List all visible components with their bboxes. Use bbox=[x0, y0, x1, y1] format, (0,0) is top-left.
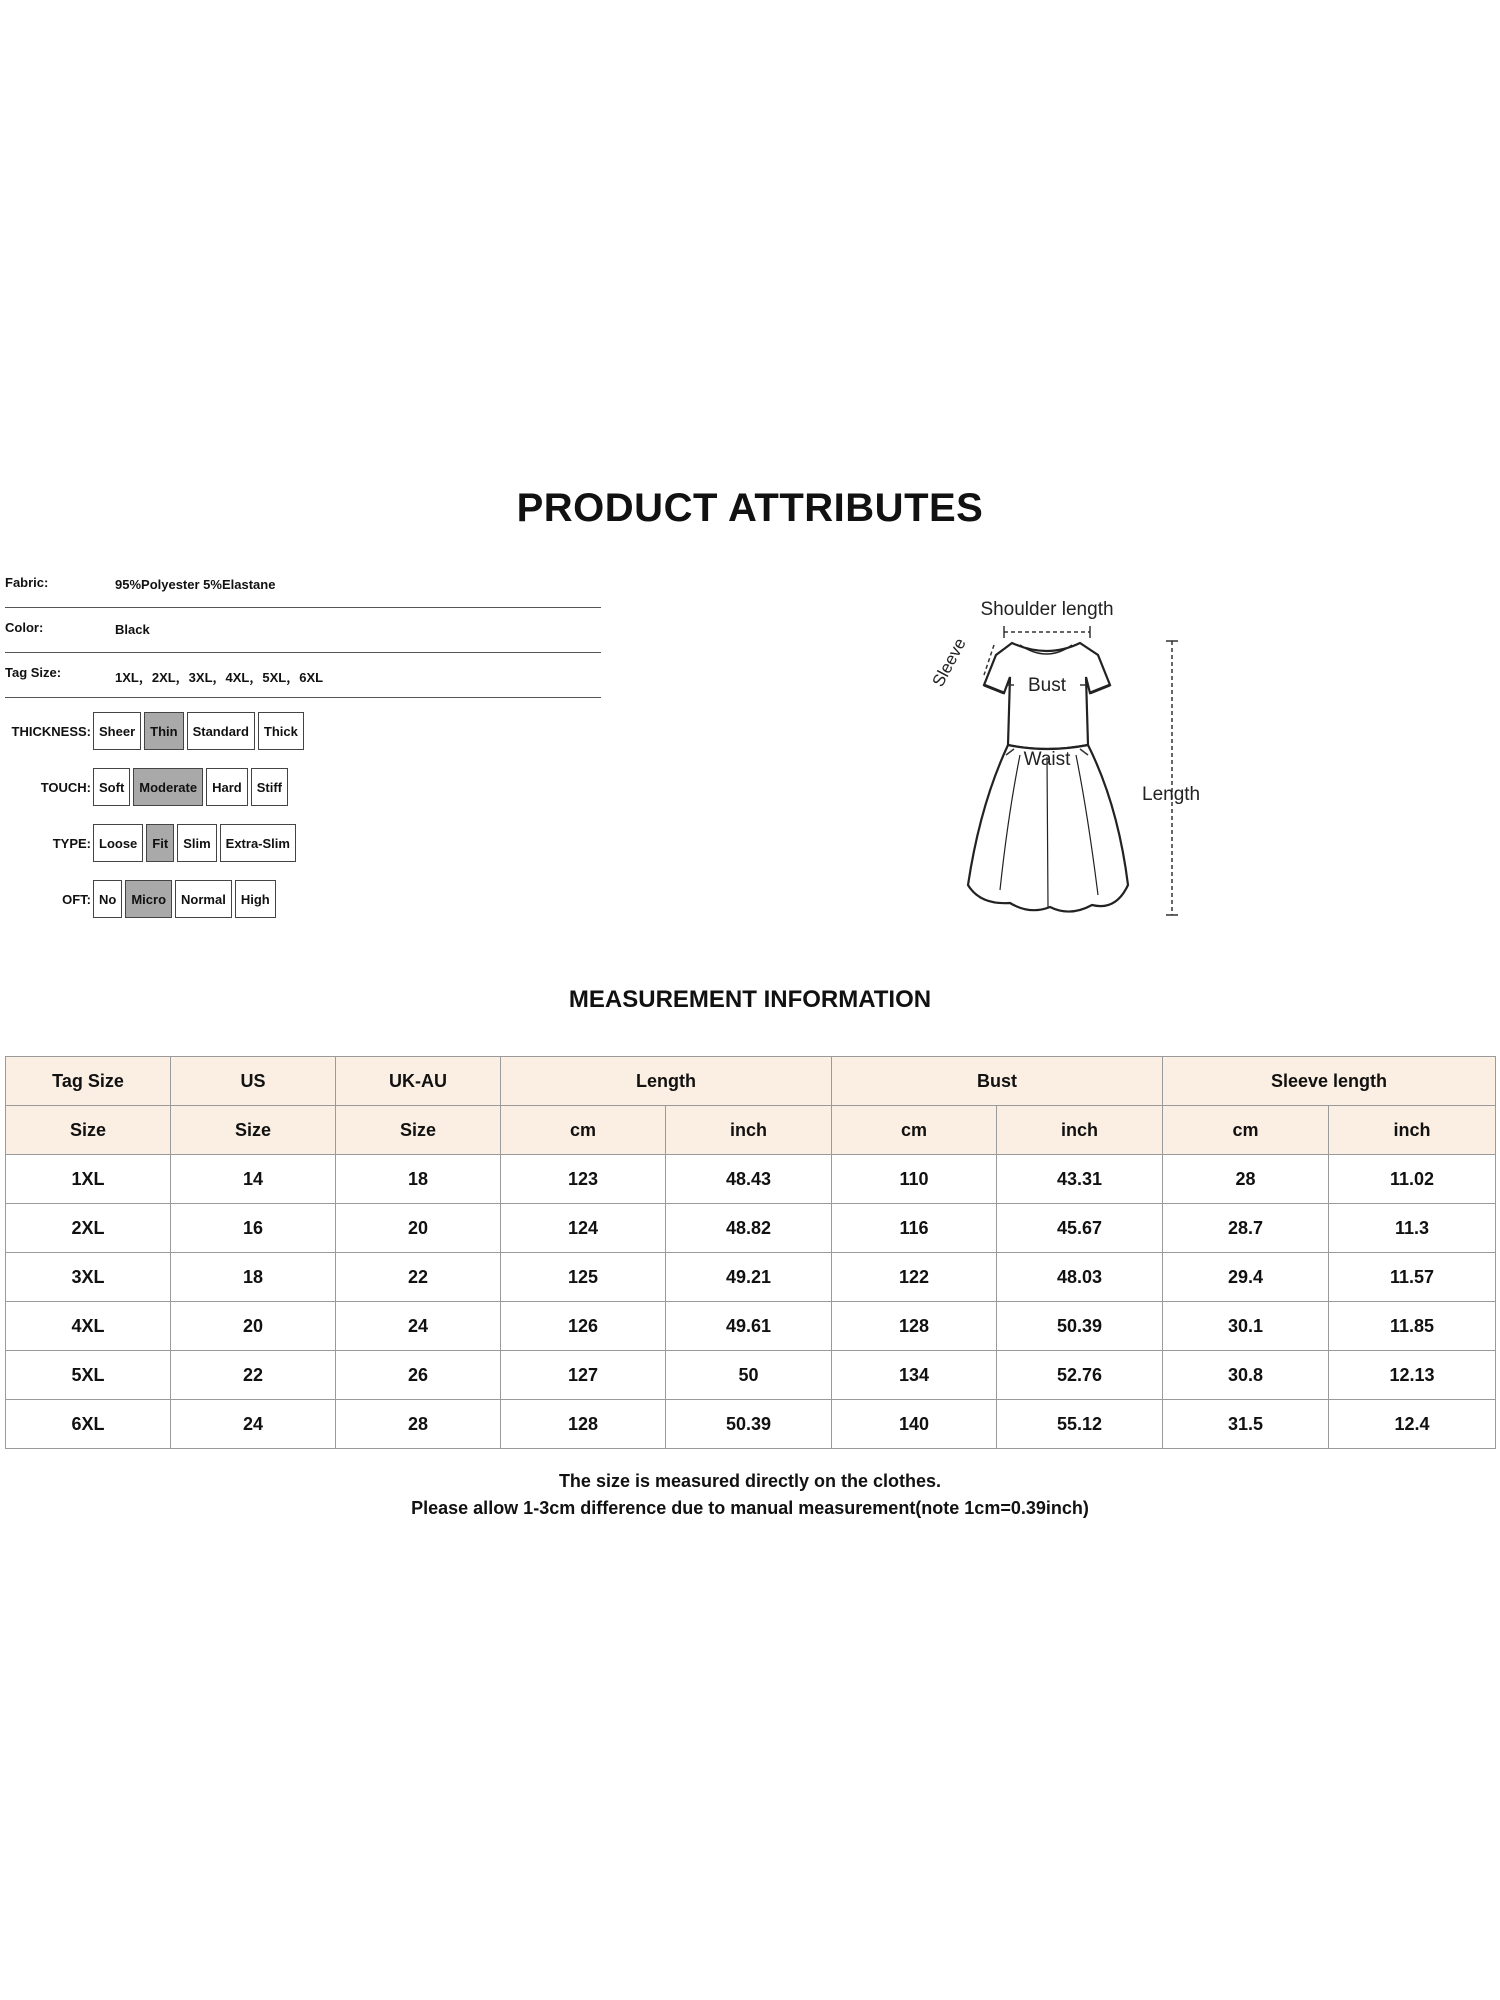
table-cell: 127 bbox=[501, 1351, 666, 1400]
table-cell: 50.39 bbox=[997, 1302, 1163, 1351]
table-row bbox=[6, 1351, 1496, 1400]
measurement-notes bbox=[0, 1468, 1500, 1522]
dress-diagram bbox=[920, 585, 1260, 925]
table-row bbox=[6, 1400, 1496, 1449]
note-line: The size is measured directly on the clothes. bbox=[558, 1471, 942, 1491]
table-subheader-row bbox=[6, 1106, 1496, 1155]
table-cell: 20 bbox=[171, 1302, 336, 1351]
table-cell: 22 bbox=[336, 1253, 501, 1302]
table-cell: 140 bbox=[832, 1400, 997, 1449]
scale-option-selected: Micro bbox=[125, 880, 172, 918]
table-cell: 48.03 bbox=[997, 1253, 1163, 1302]
table-header-cell: inch bbox=[1329, 1106, 1496, 1155]
table-cell: 28.7 bbox=[1163, 1204, 1329, 1253]
table-cell: 125 bbox=[501, 1253, 666, 1302]
table-row bbox=[6, 1204, 1496, 1253]
length-label: Length bbox=[1142, 784, 1201, 805]
table-header-cell: cm bbox=[832, 1106, 997, 1155]
scale-option-selected: Moderate bbox=[133, 768, 203, 806]
table-cell: 4XL bbox=[6, 1302, 171, 1351]
table-cell: 55.12 bbox=[997, 1400, 1163, 1449]
scale-option: Thick bbox=[258, 712, 304, 750]
table-cell: 128 bbox=[501, 1400, 666, 1449]
table-header-cell: inch bbox=[666, 1106, 832, 1155]
scale-option: Loose bbox=[93, 824, 143, 862]
scale-option: Hard bbox=[206, 768, 248, 806]
attribute-value: 1XL，2XL，3XL，4XL，5XL，6XL bbox=[115, 670, 324, 685]
table-header-cell: Size bbox=[336, 1106, 501, 1155]
scale-option-selected: Fit bbox=[146, 824, 174, 862]
table-cell: 6XL bbox=[6, 1400, 171, 1449]
attribute-row-tag-size bbox=[5, 653, 601, 698]
scale-option: Standard bbox=[187, 712, 255, 750]
table-cell: 11.85 bbox=[1329, 1302, 1496, 1351]
scale-label: TYPE: bbox=[52, 835, 91, 851]
table-header-cell: US bbox=[171, 1057, 336, 1106]
note-line: Please allow 1-3cm difference due to manual measurement(note 1cm=0.39inch) bbox=[411, 1498, 1089, 1518]
table-header-row bbox=[6, 1057, 1496, 1106]
table-cell: 12.13 bbox=[1329, 1351, 1496, 1400]
table-cell: 126 bbox=[501, 1302, 666, 1351]
dress-outline-icon bbox=[920, 585, 1260, 925]
scale-label: THICKNESS: bbox=[11, 723, 91, 739]
attribute-label: Tag Size: bbox=[5, 665, 62, 680]
scale-option: No bbox=[93, 880, 122, 918]
table-cell: 20 bbox=[336, 1204, 501, 1253]
scale-option: Stiff bbox=[251, 768, 288, 806]
table-row bbox=[6, 1302, 1496, 1351]
table-cell: 18 bbox=[171, 1253, 336, 1302]
scale-option: Extra-Slim bbox=[220, 824, 296, 862]
table-cell: 49.61 bbox=[666, 1302, 832, 1351]
table-cell: 122 bbox=[832, 1253, 997, 1302]
attribute-label: Color: bbox=[5, 620, 44, 635]
table-row bbox=[6, 1253, 1496, 1302]
table-cell: 30.8 bbox=[1163, 1351, 1329, 1400]
table-cell: 11.57 bbox=[1329, 1253, 1496, 1302]
attribute-label: Fabric: bbox=[5, 575, 49, 590]
table-cell: 24 bbox=[171, 1400, 336, 1449]
table-cell: 30.1 bbox=[1163, 1302, 1329, 1351]
table-cell: 3XL bbox=[6, 1253, 171, 1302]
scale-thickness bbox=[5, 711, 307, 751]
table-cell: 116 bbox=[832, 1204, 997, 1253]
table-header-cell: Tag Size bbox=[6, 1057, 171, 1106]
waist-label: Waist bbox=[1023, 749, 1071, 770]
scale-option: Sheer bbox=[93, 712, 141, 750]
table-header-cell: inch bbox=[997, 1106, 1163, 1155]
attribute-value: Black bbox=[115, 622, 150, 637]
scale-type bbox=[5, 823, 299, 863]
scale-option: Soft bbox=[93, 768, 130, 806]
table-cell: 2XL bbox=[6, 1204, 171, 1253]
table-cell: 11.02 bbox=[1329, 1155, 1496, 1204]
table-cell: 123 bbox=[501, 1155, 666, 1204]
measurement-title: MEASUREMENT INFORMATION bbox=[568, 986, 932, 1013]
table-row bbox=[6, 1155, 1496, 1204]
scale-option-selected: Thin bbox=[144, 712, 183, 750]
table-cell: 22 bbox=[171, 1351, 336, 1400]
table-header-cell: Length bbox=[501, 1057, 832, 1106]
table-cell: 24 bbox=[336, 1302, 501, 1351]
table-cell: 16 bbox=[171, 1204, 336, 1253]
attribute-row-color bbox=[5, 608, 601, 653]
table-header-cell: Size bbox=[171, 1106, 336, 1155]
attribute-row-fabric bbox=[5, 563, 601, 608]
scale-touch bbox=[5, 767, 291, 807]
table-cell: 11.3 bbox=[1329, 1204, 1496, 1253]
table-cell: 49.21 bbox=[666, 1253, 832, 1302]
scale-label: TOUCH: bbox=[40, 779, 91, 795]
table-header-cell: cm bbox=[1163, 1106, 1329, 1155]
measurement-table bbox=[5, 1056, 1496, 1449]
table-header-cell: Sleeve length bbox=[1163, 1057, 1496, 1106]
table-cell: 43.31 bbox=[997, 1155, 1163, 1204]
table-cell: 110 bbox=[832, 1155, 997, 1204]
attribute-value: 95%Polyester 5%Elastane bbox=[115, 577, 276, 592]
table-header-cell: UK-AU bbox=[336, 1057, 501, 1106]
table-cell: 50.39 bbox=[666, 1400, 832, 1449]
scale-option: Slim bbox=[177, 824, 216, 862]
table-cell: 50 bbox=[666, 1351, 832, 1400]
table-cell: 18 bbox=[336, 1155, 501, 1204]
table-cell: 31.5 bbox=[1163, 1400, 1329, 1449]
scale-option: High bbox=[235, 880, 276, 918]
sleeve-label: Sleeve bbox=[928, 635, 970, 690]
table-header-cell: cm bbox=[501, 1106, 666, 1155]
attribute-list bbox=[5, 563, 601, 698]
scale-oft bbox=[5, 879, 279, 919]
scale-label: OFT: bbox=[62, 891, 91, 907]
scale-option: Normal bbox=[175, 880, 232, 918]
table-cell: 45.67 bbox=[997, 1204, 1163, 1253]
shoulder-label: Shoulder length bbox=[980, 599, 1114, 620]
table-cell: 5XL bbox=[6, 1351, 171, 1400]
table-cell: 14 bbox=[171, 1155, 336, 1204]
page-title: PRODUCT ATTRIBUTES bbox=[516, 486, 984, 530]
table-cell: 12.4 bbox=[1329, 1400, 1496, 1449]
bust-label: Bust bbox=[1027, 675, 1067, 696]
table-cell: 48.82 bbox=[666, 1204, 832, 1253]
table-cell: 52.76 bbox=[997, 1351, 1163, 1400]
table-cell: 28 bbox=[336, 1400, 501, 1449]
table-cell: 28 bbox=[1163, 1155, 1329, 1204]
table-cell: 128 bbox=[832, 1302, 997, 1351]
table-cell: 134 bbox=[832, 1351, 997, 1400]
table-cell: 124 bbox=[501, 1204, 666, 1253]
table-cell: 26 bbox=[336, 1351, 501, 1400]
table-cell: 48.43 bbox=[666, 1155, 832, 1204]
table-cell: 1XL bbox=[6, 1155, 171, 1204]
table-header-cell: Size bbox=[6, 1106, 171, 1155]
table-cell: 29.4 bbox=[1163, 1253, 1329, 1302]
table-header-cell: Bust bbox=[832, 1057, 1163, 1106]
